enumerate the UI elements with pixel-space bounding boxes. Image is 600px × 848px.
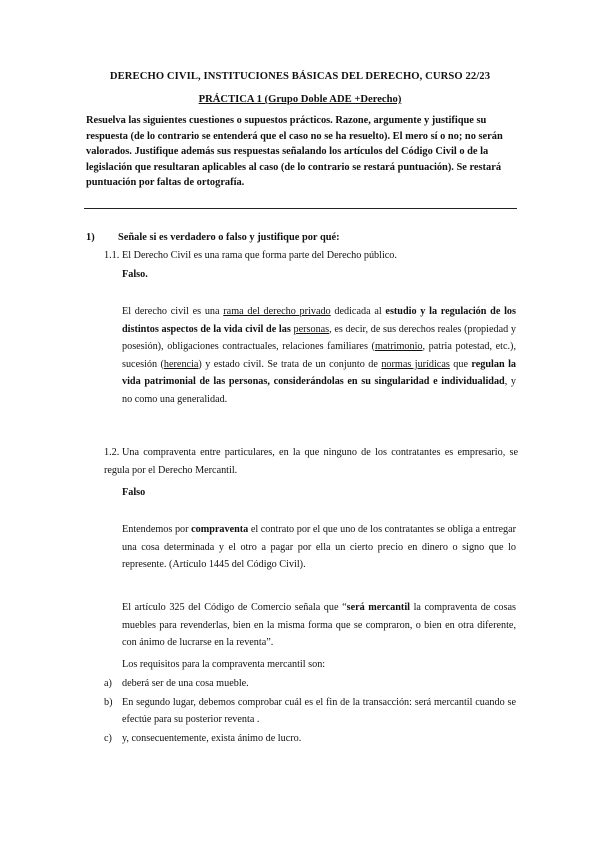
answer-1-1: Falso.: [122, 269, 148, 280]
document-title: DERECHO CIVIL, INSTITUCIONES BÁSICAS DEL DERECHO, CURSO 22/23: [109, 71, 491, 82]
text-run: Entendemos por: [122, 524, 192, 535]
question-text: El Derecho Civil es una rama que forma parte del Derecho público.: [122, 250, 397, 261]
section-heading-text: Señale si es verdadero o falso y justifique por qué:: [118, 232, 340, 243]
underlined-term: matrimonio: [374, 341, 423, 353]
list-marker: b): [104, 696, 113, 708]
list-item-text: deberá ser de una cosa mueble.: [122, 678, 249, 689]
bold-phrase: será mercantil: [346, 602, 410, 613]
bold-phrase: estudio y la regulación de los distintos aspectos de la vida civil de las: [122, 306, 516, 335]
underlined-term: rama del derecho privado: [223, 306, 331, 317]
text-run: El artículo 325 del Código de Comercio señala que “: [122, 602, 347, 613]
list-marker: a): [104, 678, 112, 689]
text-run: que: [449, 358, 472, 370]
text-run: el contrato por el que uno de los contratantes se obliga a entregar una cosa determinada y el otro a pagar por ella un cierto precio en dinero o signo que lo represente. (Artículo 1445 del Código Civil).: [122, 524, 516, 571]
question-number: 1.1.: [104, 250, 120, 261]
text-run: , y no como una generalidad.: [122, 376, 517, 405]
list-item-text: y, consecuentemente, exista ánimo de lucro.: [122, 732, 302, 744]
compraventa-definition: [122, 521, 516, 574]
list-item: [104, 694, 516, 729]
text-run: , patria potestad, etc.), sucesión (: [122, 341, 516, 370]
underlined-term: personas: [293, 323, 330, 335]
text-run: la compraventa de cosas muebles para revenderlas, bien en la misma forma que se compraron, o bien en otra diferente, con ánimo de lucrarse en la reventa”.: [122, 602, 516, 649]
bold-phrase: compraventa: [191, 524, 249, 535]
bold-phrase: regulan la vida patrimonial de las personas, considerándolas en su singularidad e individualidad: [122, 358, 516, 388]
question-1-2: [104, 444, 518, 479]
list-item: [104, 675, 516, 693]
text-run: ) y estado civil. Se trata de un conjunto de: [198, 358, 382, 370]
codigo-comercio-paragraph: [122, 599, 516, 652]
requirements-intro: Los requisitos para la compraventa mercantil son:: [122, 659, 326, 670]
explanation-1-1: [122, 303, 516, 408]
horizontal-divider: [84, 208, 517, 209]
question-1-1: [104, 248, 518, 263]
list-marker: c): [104, 732, 112, 744]
section-1-heading: [86, 230, 340, 246]
question-text: Una compraventa entre particulares, en la que ninguno de los contratantes es empresario, se regula por el Derecho Mercantil.: [104, 447, 518, 476]
section-number: 1): [86, 232, 95, 243]
practice-subtitle: PRÁCTICA 1 (Grupo Doble ADE +Derecho): [198, 94, 402, 105]
question-number: 1.2.: [104, 447, 120, 458]
underlined-term: herencia: [163, 358, 199, 370]
text-run: dedicada al: [330, 306, 386, 317]
text-run: El derecho civil es una: [122, 306, 224, 317]
text-run: , es decir, de sus derechos reales (propiedad y posesión), obligaciones contractuales, relaciones familiares (: [122, 323, 516, 353]
requirements-list: [104, 675, 516, 747]
underlined-term: normas jurídicas: [381, 358, 450, 370]
instructions-paragraph: Resuelva las siguientes cuestiones o supuestos prácticos. Razone, argumente y justifique su respuesta (de lo contrario se entenderá que el caso no se ha resuelto). El mero sí o no; no serán valorados. Justifique además sus respuestas señalando los artículos del Código Civil o de la legislación que resultaran aplicables al caso (de lo contrario se restará puntuación). Se restará puntuación por faltas de ortografía.: [86, 115, 503, 189]
list-item-text: En segundo lugar, debemos comprobar cuál es el fin de la transacción: será mercantil cuando se efectúe para su posterior reventa .: [122, 696, 516, 726]
list-item: [104, 730, 516, 748]
answer-1-2: Falso: [122, 487, 146, 498]
